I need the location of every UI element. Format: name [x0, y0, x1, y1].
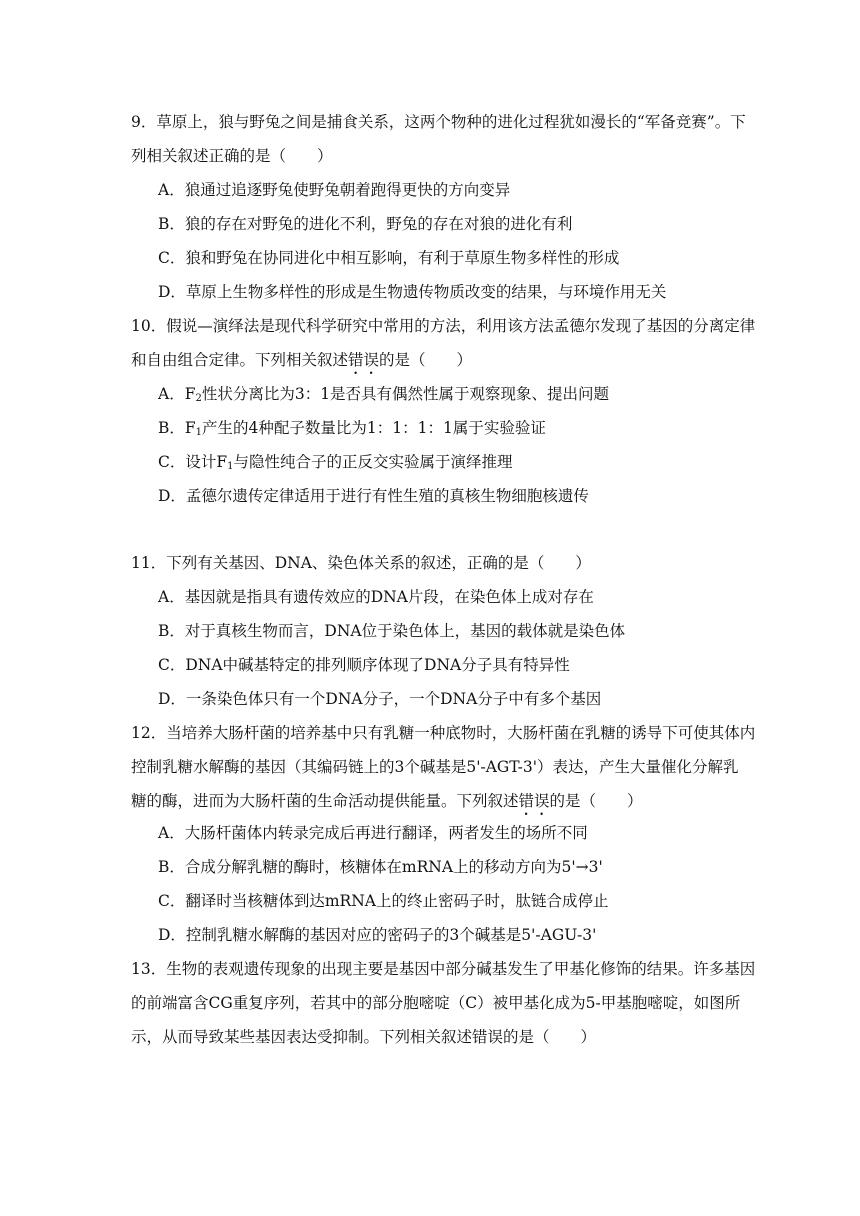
q13-stem-line-1: 13．生物的表观遗传现象的出现主要是基因中部分碱基发生了甲基化修饰的结果。许多基因 [131, 960, 756, 978]
q10-option-b-text: 产生的4种配子数量比为1：1：1：1属于实验验证 [202, 419, 546, 437]
q12-stem-end: 的是（ ） [549, 792, 643, 810]
q12-option-c: C．翻译时当核糖体到达mRNA上的终止密码子时，肽链合成停止 [158, 892, 609, 910]
q12-emphasis-word: 错误 [518, 792, 550, 810]
q11-option-a: A．基因就是指具有遗传效应的DNA片段，在染色体上成对存在 [158, 588, 594, 606]
q12-stem-line-3 [131, 790, 643, 819]
q10-option-b-prefix: B．F [158, 419, 196, 437]
q10-emphasis-word: 错误 [348, 351, 380, 369]
q10-option-d: D．孟德尔遗传定律适用于进行有性生殖的真核生物细胞核遗传 [158, 487, 589, 505]
q12-stem-line-2: 控制乳糖水解酶的基因（其编码链上的3个碱基是5'-AGT-3'）表达，产生大量催化分解乳 [131, 758, 739, 776]
q10-option-a [158, 383, 609, 405]
q12-stem-line-1: 12．当培养大肠杆菌的培养基中只有乳糖一种底物时，大肠杆菌在乳糖的诱导下可使其体内 [131, 724, 756, 742]
q9-option-b: B．狼的存在对野兔的进化不利，野兔的存在对狼的进化有利 [158, 215, 573, 233]
q10-option-c-subscript: 1 [227, 461, 234, 472]
q10-option-b [158, 417, 546, 439]
q10-stem-line-2 [131, 349, 472, 378]
q12-option-b: B．合成分解乳糖的酶时，核糖体在mRNA上的移动方向为5'→3' [158, 858, 603, 876]
q10-option-a-subscript: 2 [195, 393, 202, 404]
q10-option-a-prefix: A．F [158, 385, 196, 403]
q9-option-d: D．草原上生物多样性的形成是生物遗传物质改变的结果，与环境作用无关 [158, 283, 667, 301]
q10-option-c [158, 451, 513, 473]
q10-option-a-text: 性状分离比为3：1是否具有偶然性属于观察现象、提出问题 [201, 385, 610, 403]
q10-stem-line-1: 10．假说—演绎法是现代科学研究中常用的方法，利用该方法孟德尔发现了基因的分离定律 [131, 317, 756, 335]
q10-stem-text: 和自由组合定律。下列相关叙述 [131, 351, 349, 369]
q11-option-b: B．对于真核生物而言，DNA位于染色体上，基因的载体就是染色体 [158, 622, 626, 640]
q11-stem-line-1: 11．下列有关基因、DNA、染色体关系的叙述，正确的是（ ） [131, 554, 591, 572]
q10-option-c-text: 与隐性纯合子的正反交实验属于演绎推理 [233, 453, 513, 471]
q9-option-a: A．狼通过追逐野兔使野兔朝着跑得更快的方向变异 [158, 181, 511, 199]
q13-stem-line-2: 的前端富含CG重复序列，若其中的部分胞嘧啶（C）被甲基化成为5-甲基胞嘧啶，如图所 [131, 994, 741, 1012]
q13-stem-line-3: 示，从而导致某些基因表达受抑制。下列相关叙述错误的是（ ） [131, 1028, 597, 1046]
q10-option-c-prefix: C．设计F [158, 453, 228, 471]
q10-stem-end: 的是（ ） [379, 351, 473, 369]
q12-stem-text: 糖的酶，进而为大肠杆菌的生命活动提供能量。下列叙述 [131, 792, 519, 810]
q10-option-b-subscript: 1 [195, 427, 203, 438]
q12-option-d: D．控制乳糖水解酶的基因对应的密码子的3个碱基是5'-AGU-3' [158, 926, 597, 944]
q12-option-a: A．大肠杆菌体内转录完成后再进行翻译，两者发生的场所不同 [158, 824, 588, 842]
q9-stem-line-1: 9．草原上，狼与野兔之间是捕食关系，这两个物种的进化过程犹如漫长的“军备竞赛”。下 [131, 113, 746, 131]
q9-option-c: C．狼和野兔在协同进化中相互影响，有利于草原生物多样性的形成 [158, 249, 620, 267]
q11-option-d: D．一条染色体只有一个DNA分子，一个DNA分子中有多个基因 [158, 690, 602, 708]
q9-stem-line-2: 列相关叙述正确的是（ ） [131, 147, 333, 165]
q11-option-c: C．DNA中碱基特定的排列顺序体现了DNA分子具有特异性 [158, 656, 570, 674]
